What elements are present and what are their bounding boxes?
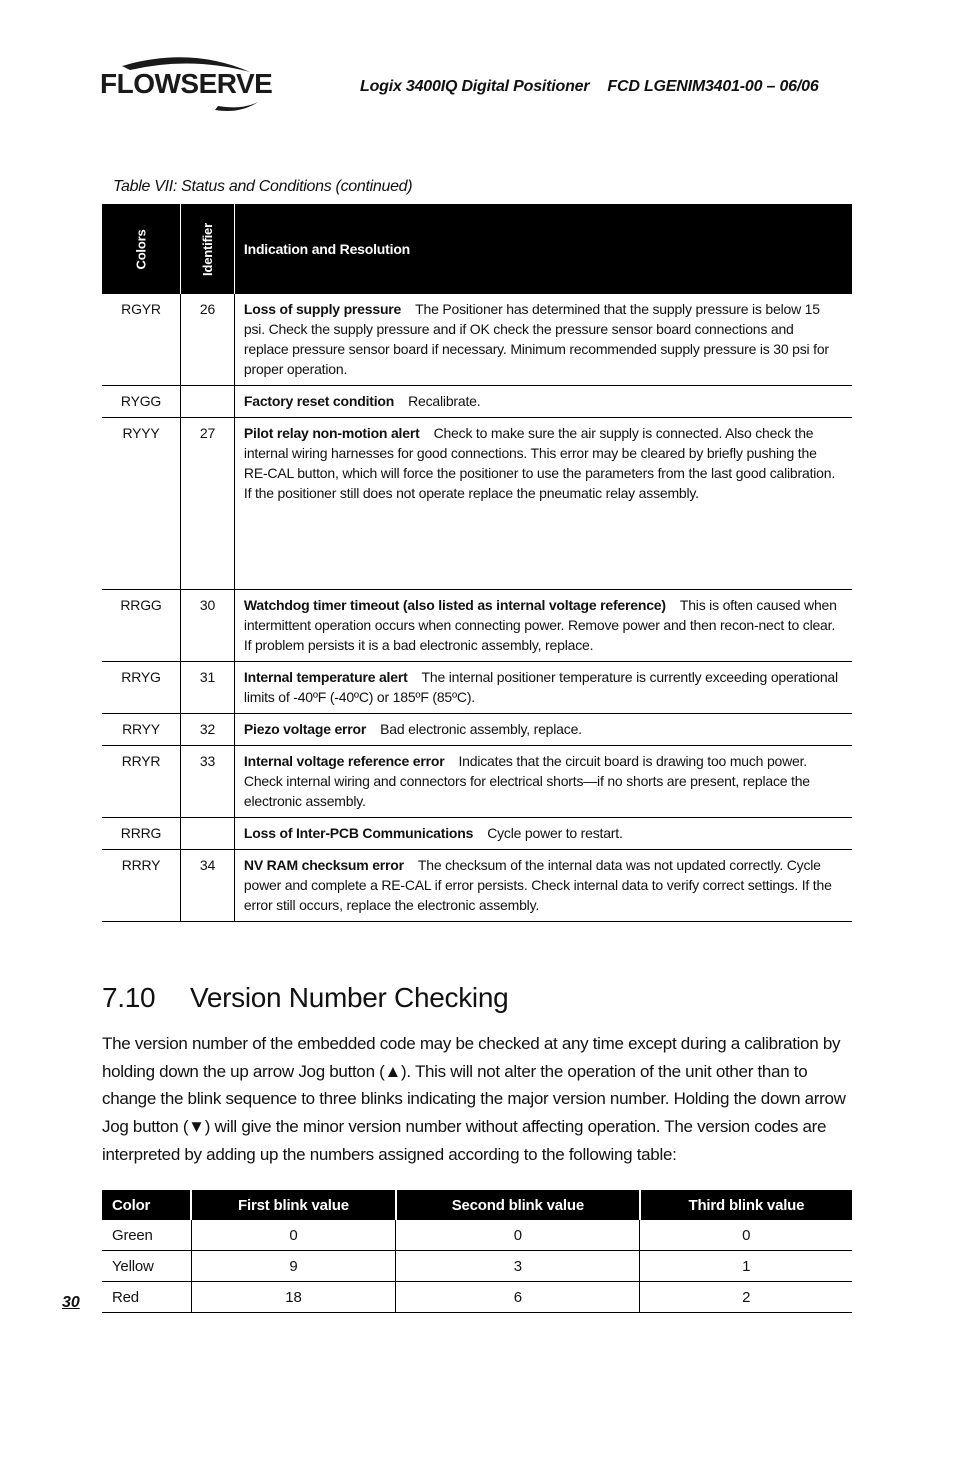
identifier-cell: 27 xyxy=(181,418,235,590)
condition-text: Bad electronic assembly, replace. xyxy=(380,721,582,737)
color-column-header: Color xyxy=(102,1190,191,1220)
first-blink-cell: 0 xyxy=(191,1220,396,1251)
table-row xyxy=(102,590,852,662)
identifier-cell: 33 xyxy=(181,746,235,818)
table-row xyxy=(102,714,852,746)
indication-cell xyxy=(234,386,852,418)
condition-title: Loss of Inter-PCB Communications xyxy=(243,825,474,841)
second-blink-cell: 3 xyxy=(396,1251,640,1282)
condition-title: Internal voltage reference error xyxy=(243,753,445,769)
indication-cell xyxy=(234,590,852,662)
indication-cell xyxy=(234,746,852,818)
condition-title: Internal temperature alert xyxy=(243,669,408,685)
identifier-cell: 34 xyxy=(181,850,235,922)
table-row xyxy=(102,418,852,590)
table-row xyxy=(102,818,852,850)
table-caption: Table VII: Status and Conditions (continued) xyxy=(113,178,413,195)
logo-text: FLOWSERVE xyxy=(100,68,273,99)
indication-cell xyxy=(234,714,852,746)
status-conditions-table xyxy=(102,204,852,922)
section-heading xyxy=(102,982,508,1014)
third-blink-column-header: Third blink value xyxy=(640,1190,852,1220)
document-header xyxy=(360,78,819,96)
table-header-row xyxy=(102,204,852,294)
colors-cell: RRYR xyxy=(102,746,181,818)
table-row xyxy=(102,386,852,418)
version-blink-table xyxy=(102,1190,852,1313)
table-row xyxy=(102,1220,852,1251)
colors-cell: RRYG xyxy=(102,662,181,714)
first-blink-column-header: First blink value xyxy=(191,1190,396,1220)
second-blink-column-header: Second blink value xyxy=(396,1190,640,1220)
condition-text: The internal positioner temperature is currently exceeding operational limits of -40ºF (-40ºC) or 185ºF (85ºC). xyxy=(243,669,838,705)
table-row xyxy=(102,662,852,714)
colors-cell: RYYY xyxy=(102,418,181,590)
third-blink-cell: 0 xyxy=(640,1220,852,1251)
condition-title: Pilot relay non-motion alert xyxy=(243,425,420,441)
condition-text: Check to make sure the air supply is connected. Also check the internal wiring harnesses for good connections. This error may be cleared by briefly pushing the RE-CAL button, which will force the positioner to use the parameters from the last good calibration. If the positioner still does not operate replace the pneumatic relay assembly. xyxy=(243,425,836,501)
table-row xyxy=(102,294,852,386)
colors-cell: RYGG xyxy=(102,386,181,418)
table-row xyxy=(102,746,852,818)
condition-text: Recalibrate. xyxy=(408,393,481,409)
third-blink-cell: 2 xyxy=(640,1282,852,1313)
condition-text: Cycle power to restart. xyxy=(487,825,623,841)
document-code: FCD LGENIM3401-00 – 06/06 xyxy=(607,78,819,95)
condition-text: Indicates that the circuit board is drawing too much power. Check internal wiring and connectors for electrical shorts—if no shorts are present, replace the electronic assembly. xyxy=(243,753,810,809)
indication-column-header: Indication and Resolution xyxy=(234,204,852,294)
identifier-cell: 32 xyxy=(181,714,235,746)
colors-cell: RGYR xyxy=(102,294,181,386)
condition-text: The Positioner has determined that the supply pressure is below 15 psi. Check the supply pressure and if OK check the pressure sensor board connections and replace pressure sensor board if necessary. Minimum recommended supply pressure is 30 psi for proper operation. xyxy=(243,301,829,377)
section-title: Version Number Checking xyxy=(190,982,509,1013)
color-cell: Green xyxy=(102,1220,191,1251)
second-blink-cell: 0 xyxy=(396,1220,640,1251)
table-row xyxy=(102,1282,852,1313)
identifier-cell xyxy=(181,818,235,850)
colors-column-header: Colors xyxy=(102,204,181,294)
indication-cell xyxy=(234,662,852,714)
identifier-cell: 26 xyxy=(181,294,235,386)
indication-cell xyxy=(234,850,852,922)
condition-title: Loss of supply pressure xyxy=(243,301,402,317)
condition-text: This is often caused when intermittent operation occurs when connecting power. Remove power and then recon-nect to clear. If problem persists it is a bad electronic assembly, replace. xyxy=(243,597,837,653)
identifier-column-header: Identifier xyxy=(181,204,235,294)
identifier-cell: 31 xyxy=(181,662,235,714)
second-blink-cell: 6 xyxy=(396,1282,640,1313)
color-cell: Yellow xyxy=(102,1251,191,1282)
indication-cell xyxy=(234,418,852,590)
colors-cell: RRGG xyxy=(102,590,181,662)
flowserve-logo xyxy=(100,52,273,116)
condition-title: NV RAM checksum error xyxy=(243,857,404,873)
indication-cell xyxy=(234,818,852,850)
third-blink-cell: 1 xyxy=(640,1251,852,1282)
identifier-cell xyxy=(181,386,235,418)
table-row xyxy=(102,1251,852,1282)
colors-cell: RRYY xyxy=(102,714,181,746)
colors-cell: RRRG xyxy=(102,818,181,850)
section-number: 7.10 xyxy=(102,982,156,1013)
page-number: 30 xyxy=(62,1294,80,1311)
table-header-row xyxy=(102,1190,852,1220)
first-blink-cell: 18 xyxy=(191,1282,396,1313)
colors-cell: RRRY xyxy=(102,850,181,922)
identifier-cell: 30 xyxy=(181,590,235,662)
product-name: Logix 3400IQ Digital Positioner xyxy=(360,78,590,95)
condition-title: Watchdog timer timeout (also listed as internal voltage reference) xyxy=(243,597,666,613)
first-blink-cell: 9 xyxy=(191,1251,396,1282)
condition-text: The checksum of the internal data was not updated correctly. Cycle power and complete a RE-CAL if error persists. Check internal data to verify correct settings. If the error still occurs, replace the electronic assembly. xyxy=(243,857,832,913)
table-row xyxy=(102,850,852,922)
indication-cell xyxy=(234,294,852,386)
color-cell: Red xyxy=(102,1282,191,1313)
condition-title: Factory reset condition xyxy=(243,393,395,409)
body-paragraph: The version number of the embedded code may be checked at any time except during a calibration by holding down the up arrow Jog button (▲). This will not alter the operation of the unit other than to change the blink sequence to three blinks indicating the major version number. Holding the down arrow Jog button (▼) will give the minor version number without affecting operation. The version codes are interpreted by adding up the numbers assigned according to the following table: xyxy=(102,1034,846,1164)
condition-title: Piezo voltage error xyxy=(243,721,367,737)
